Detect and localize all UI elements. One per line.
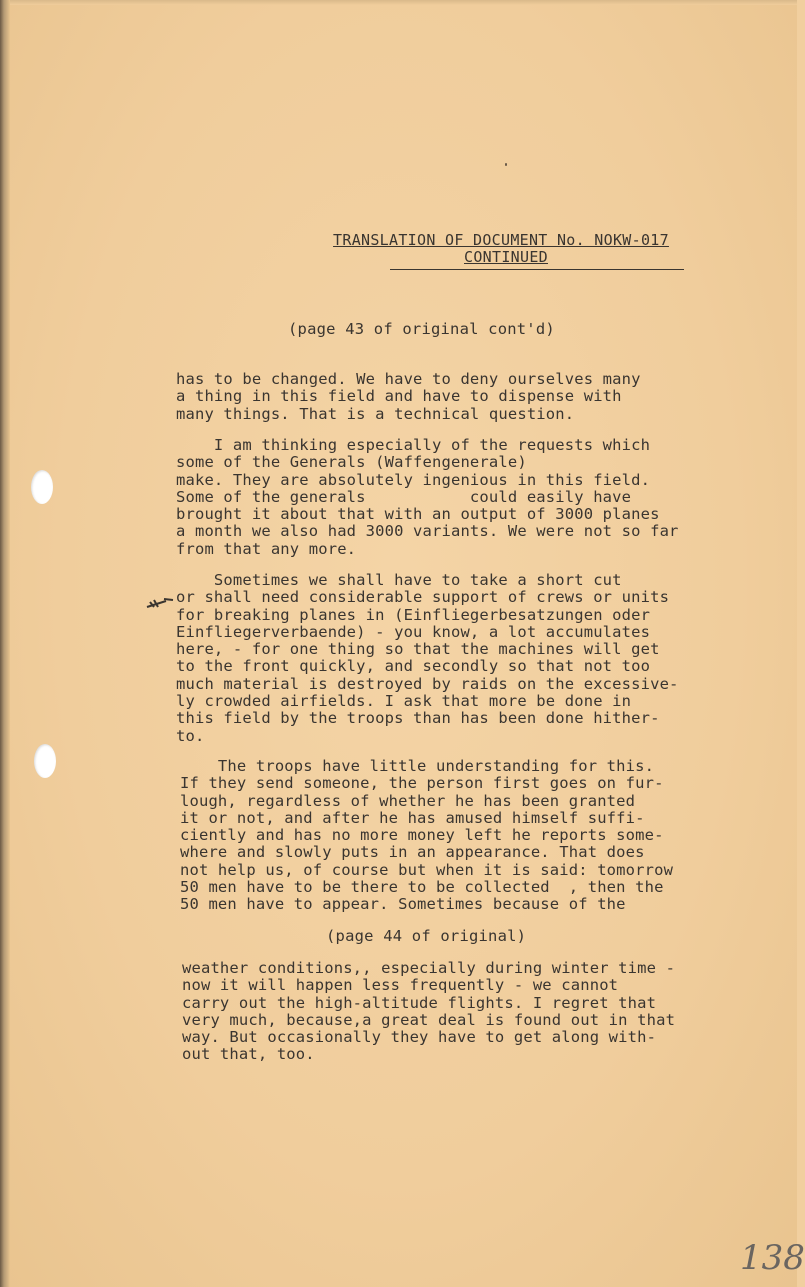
text-line: 50 men have to appear. Sometimes because of the	[180, 895, 626, 914]
text-line: or shall need considerable support of crews or units	[176, 588, 670, 607]
text-line: this field by the troops than has been done hither-	[176, 709, 660, 728]
text-line: Sometimes we shall have to take a short cut	[176, 571, 622, 589]
text-line: make. They are absolutely ingenious in this field.	[176, 470, 651, 489]
handwritten-page-number: 138	[740, 1238, 805, 1278]
page-note-44: (page 44 of original)	[326, 927, 527, 945]
text-line: many things. That is a technical question.	[176, 404, 575, 423]
text-line: ciently and has no more money left he reports some-	[180, 826, 664, 845]
header-title: TRANSLATION OF DOCUMENT No. NOKW-017	[333, 231, 669, 249]
document-header	[316, 232, 686, 266]
text-line: very much, because,a great deal is found out in that	[182, 1010, 676, 1029]
text-line: now it will happen less frequently - we cannot	[182, 976, 619, 995]
text-line: I am thinking especially of the requests which	[176, 436, 651, 454]
text-line: has to be changed. We have to deny ourselves many	[176, 370, 641, 388]
text-line: to the front quickly, and secondly so that not too	[176, 657, 651, 676]
text-line: 50 men have to be there to be collected , then the	[180, 878, 664, 897]
text-line: from that any more.	[176, 539, 357, 558]
text-line: weather conditions,, especially during winter time -	[182, 959, 676, 977]
text-line: brought it about that with an output of 3000 planes	[176, 505, 660, 524]
text-line: where and slowly puts in an appearance. That does	[180, 843, 645, 862]
text-line: much material is destroyed by raids on the excessive-	[176, 674, 679, 693]
paragraph-1	[176, 371, 641, 423]
text-line: not help us, of course but when it is said: tomorrow	[180, 860, 674, 879]
text-line: a month we also had 3000 variants. We were not so far	[176, 522, 679, 541]
paragraph-2	[176, 437, 679, 558]
text-line: carry out the high-altitude flights. I regret that	[182, 993, 657, 1012]
punch-hole-lower	[34, 744, 56, 778]
text-line: some of the Generals (Waffengenerale)	[176, 453, 527, 472]
text-line: out that, too.	[182, 1045, 315, 1064]
text-line: to.	[176, 726, 205, 745]
text-line: here, - for one thing so that the machines will get	[176, 640, 660, 659]
paragraph-5	[182, 960, 675, 1064]
text-line: The troops have little understanding for this.	[180, 757, 655, 775]
page-note-43: (page 43 of original cont'd)	[288, 320, 555, 338]
header-continued: CONTINUED	[464, 248, 548, 266]
punch-hole-upper	[31, 470, 53, 504]
paragraph-4	[180, 758, 673, 914]
text-line: If they send someone, the person first goes on fur-	[180, 774, 664, 793]
margin-arrow-mark	[146, 596, 174, 610]
text-line: it or not, and after he has amused himself suffi-	[180, 808, 645, 827]
text-line: ly crowded airfields. I ask that more be done in	[176, 692, 632, 711]
text-line: for breaking planes in (Einfliegerbesatzungen oder	[176, 605, 651, 624]
text-line: Einfliegerverbaende) - you know, a lot accumulates	[176, 622, 651, 641]
header-underline	[390, 269, 684, 270]
paper-left-edge	[0, 0, 10, 1287]
text-line: way. But occasionally they have to get along with-	[182, 1028, 657, 1047]
text-line: Some of the generals could easily have	[176, 487, 632, 506]
paper-top-edge	[0, 0, 797, 5]
text-line: a thing in this field and have to dispense with	[176, 387, 622, 406]
paper-speck	[505, 163, 507, 166]
paragraph-3	[176, 572, 679, 745]
text-line: lough, regardless of whether he has been granted	[180, 791, 636, 810]
